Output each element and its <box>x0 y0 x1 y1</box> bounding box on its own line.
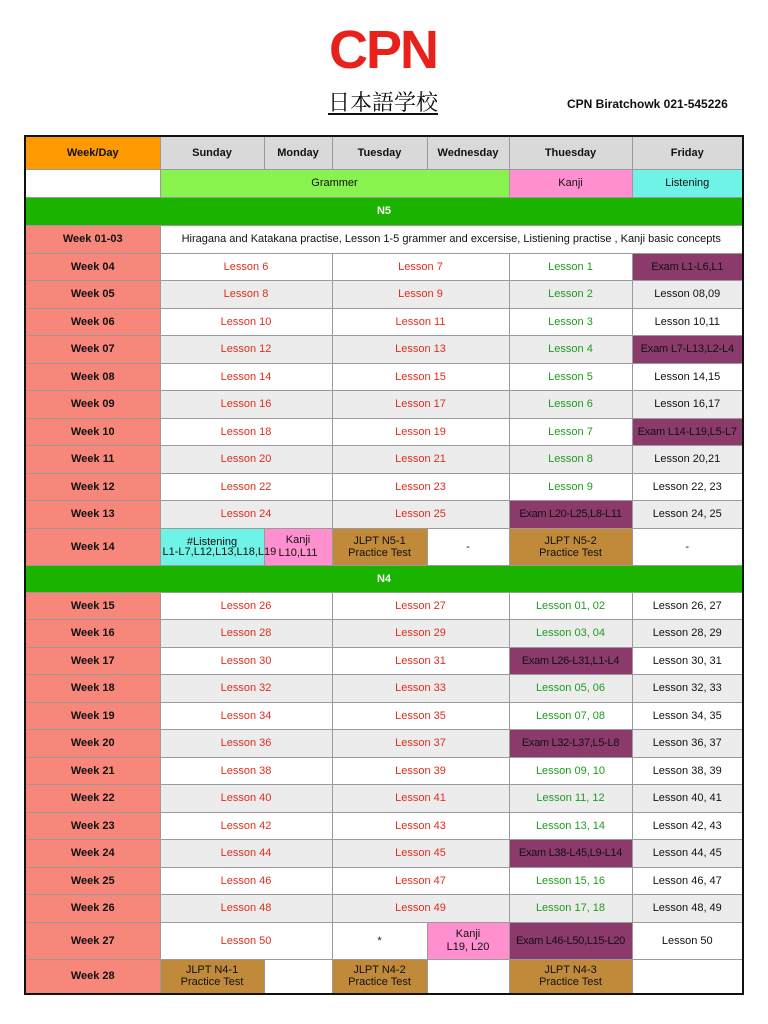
week-label: Week 12 <box>25 473 160 501</box>
cell-line: L19, L20 <box>446 940 490 953</box>
listening-lesson: Lesson 20,21 <box>632 446 743 474</box>
table-row <box>25 336 743 364</box>
listening-lesson: Lesson 32, 33 <box>632 675 743 703</box>
listening-lesson: Lesson 40, 41 <box>632 785 743 813</box>
grammar-lesson-sunday: Lesson 24 <box>160 501 332 529</box>
grammar-lesson-sunday: Lesson 34 <box>160 702 332 730</box>
grammar-lesson-sunday: Lesson 40 <box>160 785 332 813</box>
grammar-lesson-sunday: Lesson 18 <box>160 418 332 446</box>
section-n4: N4 <box>25 565 743 592</box>
week-label: Week 15 <box>25 592 160 620</box>
cell-line: Practice Test <box>180 976 244 989</box>
table-row-week14 <box>25 528 743 565</box>
kanji-lesson: Lesson 6 <box>509 391 632 419</box>
table-row <box>25 418 743 446</box>
kanji-lesson: Lesson 13, 14 <box>509 812 632 840</box>
grammar-lesson-tuesday: Lesson 7 <box>332 253 509 281</box>
week-label: Week 06 <box>25 308 160 336</box>
table-row <box>25 895 743 923</box>
kanji-lesson: Lesson 07, 08 <box>509 702 632 730</box>
grammar-lesson-tuesday: Lesson 33 <box>332 675 509 703</box>
grammar-lesson-tuesday: Lesson 45 <box>332 840 509 868</box>
table-row <box>25 647 743 675</box>
blank-cell <box>427 959 509 994</box>
table-row <box>25 867 743 895</box>
kanji-lesson: Lesson 01, 02 <box>509 592 632 620</box>
week-label: Week 08 <box>25 363 160 391</box>
cell-line: Practice Test <box>539 546 602 559</box>
table-row-week27 <box>25 922 743 959</box>
table-row <box>25 473 743 501</box>
grammar-lesson-tuesday: Lesson 19 <box>332 418 509 446</box>
grammar-lesson-sunday: Lesson 50 <box>160 922 332 959</box>
kanji-lesson: Lesson 15, 16 <box>509 867 632 895</box>
kanji-lesson: Lesson 5 <box>509 363 632 391</box>
listening-lesson: Lesson 44, 45 <box>632 840 743 868</box>
listening-lesson: Lesson 36, 37 <box>632 730 743 758</box>
grammar-lesson-sunday: Lesson 8 <box>160 281 332 309</box>
exam-cell: Exam L14-L19,L5-L7 <box>632 418 743 446</box>
listening-lesson: Lesson 46, 47 <box>632 867 743 895</box>
grammar-lesson-tuesday: Lesson 23 <box>332 473 509 501</box>
grammar-lesson-tuesday: Lesson 27 <box>332 592 509 620</box>
week-label: Week 22 <box>25 785 160 813</box>
table-row <box>25 812 743 840</box>
table-row <box>25 363 743 391</box>
listening-lesson: Lesson 34, 35 <box>632 702 743 730</box>
grammar-lesson-tuesday: Lesson 31 <box>332 647 509 675</box>
kanji-lesson: Lesson 17, 18 <box>509 895 632 923</box>
week-label: Week 19 <box>25 702 160 730</box>
listening-review-cell <box>160 528 277 565</box>
category-listening: Listening <box>632 169 743 197</box>
category-blank <box>25 169 160 197</box>
week-label: Week 27 <box>25 922 160 959</box>
grammar-lesson-tuesday: Lesson 17 <box>332 391 509 419</box>
grammar-lesson-sunday: Lesson 6 <box>160 253 332 281</box>
grammar-lesson-sunday: Lesson 16 <box>160 391 332 419</box>
week-label: Week 20 <box>25 730 160 758</box>
section-row-n5 <box>25 197 743 225</box>
table-row <box>25 785 743 813</box>
grammar-lesson-sunday: Lesson 12 <box>160 336 332 364</box>
schedule-table <box>24 135 744 995</box>
cell-line: L10,L11 <box>278 546 318 559</box>
kanji-lesson: Lesson 05, 06 <box>509 675 632 703</box>
col-header-sunday: Sunday <box>160 136 264 169</box>
col-header-monday: Monday <box>264 136 332 169</box>
col-header-weekday: Week/Day <box>25 136 160 169</box>
col-header-friday: Friday <box>632 136 743 169</box>
grammar-lesson-sunday: Lesson 36 <box>160 730 332 758</box>
cell-line: JLPT N4-1 <box>185 964 239 977</box>
week-label: Week 26 <box>25 895 160 923</box>
grammar-lesson-tuesday: Lesson 41 <box>332 785 509 813</box>
col-header-wednesday: Wednesday <box>427 136 509 169</box>
section-row-n4 <box>25 565 743 592</box>
intro-row <box>25 225 743 253</box>
week-label: Week 14 <box>25 528 160 565</box>
cell-line: Practice Test <box>539 976 602 989</box>
empty-marker: - <box>427 528 509 565</box>
table-row <box>25 501 743 529</box>
table-row <box>25 675 743 703</box>
listening-lesson: Lesson 16,17 <box>632 391 743 419</box>
intro-text: Hiragana and Katakana practise, Lesson 1-5 grammer and excersise, Listiening practise , Kanji basic concepts <box>160 225 743 253</box>
grammar-lesson-tuesday: Lesson 35 <box>332 702 509 730</box>
kanji-lesson: Lesson 3 <box>509 308 632 336</box>
exam-cell: Exam L7-L13,L2-L4 <box>632 336 743 364</box>
listening-lesson: Lesson 50 <box>632 922 743 959</box>
grammar-lesson-sunday: Lesson 26 <box>160 592 332 620</box>
grammar-lesson-sunday: Lesson 42 <box>160 812 332 840</box>
listening-lesson: Lesson 10,11 <box>632 308 743 336</box>
grammar-lesson-tuesday: Lesson 11 <box>332 308 509 336</box>
category-row <box>25 169 743 197</box>
cell-line: #Listening <box>186 535 238 548</box>
table-row <box>25 592 743 620</box>
exam-cell: Exam L32-L37,L5-L8 <box>509 730 632 758</box>
grammar-lesson-sunday: Lesson 30 <box>160 647 332 675</box>
grammar-lesson-tuesday: Lesson 25 <box>332 501 509 529</box>
listening-lesson: Lesson 22, 23 <box>632 473 743 501</box>
cell-line: Kanji <box>455 927 481 940</box>
week-label: Week 05 <box>25 281 160 309</box>
week-label: Week 01-03 <box>25 225 160 253</box>
cell-line: Practice Test <box>348 546 411 559</box>
grammar-lesson-sunday: Lesson 10 <box>160 308 332 336</box>
week-label: Week 28 <box>25 959 160 994</box>
table-row <box>25 281 743 309</box>
grammar-lesson-tuesday: Lesson 13 <box>332 336 509 364</box>
week-label: Week 13 <box>25 501 160 529</box>
practice-test-cell <box>509 528 632 565</box>
grammar-lesson-tuesday: Lesson 29 <box>332 620 509 648</box>
category-kanji: Kanji <box>509 169 632 197</box>
listening-lesson: Lesson 08,09 <box>632 281 743 309</box>
grammar-lesson-sunday: Lesson 46 <box>160 867 332 895</box>
cell-line: JLPT N5-2 <box>544 534 597 547</box>
week-label: Week 07 <box>25 336 160 364</box>
listening-lesson: Lesson 42, 43 <box>632 812 743 840</box>
grammar-lesson-tuesday: Lesson 21 <box>332 446 509 474</box>
exam-cell: Exam L38-L45,L9-L14 <box>509 840 632 868</box>
kanji-lesson: Lesson 2 <box>509 281 632 309</box>
blank-cell <box>632 959 743 994</box>
grammar-lesson-tuesday: Lesson 49 <box>332 895 509 923</box>
grammar-lesson-sunday: Lesson 14 <box>160 363 332 391</box>
practice-test-cell <box>160 959 264 994</box>
kanji-lesson: Lesson 11, 12 <box>509 785 632 813</box>
kanji-lesson: Lesson 1 <box>509 253 632 281</box>
kanji-lesson: Lesson 8 <box>509 446 632 474</box>
cpn-logo <box>318 20 448 80</box>
practice-test-cell <box>332 959 427 994</box>
header-row <box>25 136 743 169</box>
table-row <box>25 391 743 419</box>
grammar-lesson-tuesday: Lesson 9 <box>332 281 509 309</box>
exam-cell: Exam L1-L6,L1 <box>632 253 743 281</box>
week-label: Week 17 <box>25 647 160 675</box>
listening-lesson: Lesson 26, 27 <box>632 592 743 620</box>
category-grammar: Grammer <box>160 169 509 197</box>
listening-lesson: Lesson 38, 39 <box>632 757 743 785</box>
grammar-lesson-tuesday: Lesson 47 <box>332 867 509 895</box>
week-label: Week 09 <box>25 391 160 419</box>
table-row-week28 <box>25 959 743 994</box>
kanji-lesson: Lesson 7 <box>509 418 632 446</box>
grammar-lesson-tuesday: Lesson 37 <box>332 730 509 758</box>
blank-cell <box>264 959 332 994</box>
col-header-thursday: Thuesday <box>509 136 632 169</box>
cell-line: JLPT N4-3 <box>544 964 597 977</box>
kanji-lesson: Lesson 9 <box>509 473 632 501</box>
kanji-lesson: Lesson 4 <box>509 336 632 364</box>
empty-marker: - <box>632 528 743 565</box>
exam-cell: Exam L20-L25,L8-L11 <box>509 501 632 529</box>
listening-lesson: Lesson 14,15 <box>632 363 743 391</box>
week-label: Week 21 <box>25 757 160 785</box>
kanji-lesson: Lesson 03, 04 <box>509 620 632 648</box>
listening-lesson: Lesson 30, 31 <box>632 647 743 675</box>
week-label: Week 11 <box>25 446 160 474</box>
week-label: Week 24 <box>25 840 160 868</box>
grammar-lesson-sunday: Lesson 32 <box>160 675 332 703</box>
school-name: 日本語学校 <box>328 91 439 116</box>
table-row <box>25 308 743 336</box>
week-label: Week 23 <box>25 812 160 840</box>
table-row <box>25 446 743 474</box>
table-row <box>25 620 743 648</box>
week-label: Week 18 <box>25 675 160 703</box>
week-label: Week 04 <box>25 253 160 281</box>
week-label: Week 25 <box>25 867 160 895</box>
cell-line: JLPT N4-2 <box>353 964 406 977</box>
grammar-lesson-sunday: Lesson 28 <box>160 620 332 648</box>
listening-lesson: Lesson 28, 29 <box>632 620 743 648</box>
kanji-lesson: Lesson 09, 10 <box>509 757 632 785</box>
col-header-tuesday: Tuesday <box>332 136 427 169</box>
cell-line: Practice Test <box>348 976 411 989</box>
table-row <box>25 702 743 730</box>
kanji-review-cell <box>427 922 509 959</box>
table-row <box>25 730 743 758</box>
grammar-lesson-tuesday: Lesson 39 <box>332 757 509 785</box>
table-row <box>25 253 743 281</box>
table-row <box>25 840 743 868</box>
cell-line: L1-L7,L12,L13,L18,L19 <box>162 545 277 558</box>
week-label: Week 16 <box>25 620 160 648</box>
section-n5: N5 <box>25 197 743 225</box>
table-row <box>25 757 743 785</box>
practice-test-cell <box>332 528 427 565</box>
exam-cell: Exam L26-L31,L1-L4 <box>509 647 632 675</box>
grammar-lesson-sunday: Lesson 20 <box>160 446 332 474</box>
exam-cell: Exam L46-L50,L15-L20 <box>509 922 632 959</box>
listening-lesson: Lesson 48, 49 <box>632 895 743 923</box>
grammar-lesson-sunday: Lesson 38 <box>160 757 332 785</box>
branch-contact: CPN Biratchowk 021-545226 <box>567 97 728 111</box>
practice-test-cell <box>509 959 632 994</box>
cell-line: Kanji <box>285 533 311 546</box>
cell-line: JLPT N5-1 <box>353 534 406 547</box>
listening-lesson: Lesson 24, 25 <box>632 501 743 529</box>
grammar-lesson-tuesday: Lesson 15 <box>332 363 509 391</box>
grammar-lesson-tuesday: Lesson 43 <box>332 812 509 840</box>
empty-marker: * <box>332 922 427 959</box>
logo-text: CPN <box>328 20 438 80</box>
grammar-lesson-sunday: Lesson 22 <box>160 473 332 501</box>
week-label: Week 10 <box>25 418 160 446</box>
grammar-lesson-sunday: Lesson 48 <box>160 895 332 923</box>
grammar-lesson-sunday: Lesson 44 <box>160 840 332 868</box>
